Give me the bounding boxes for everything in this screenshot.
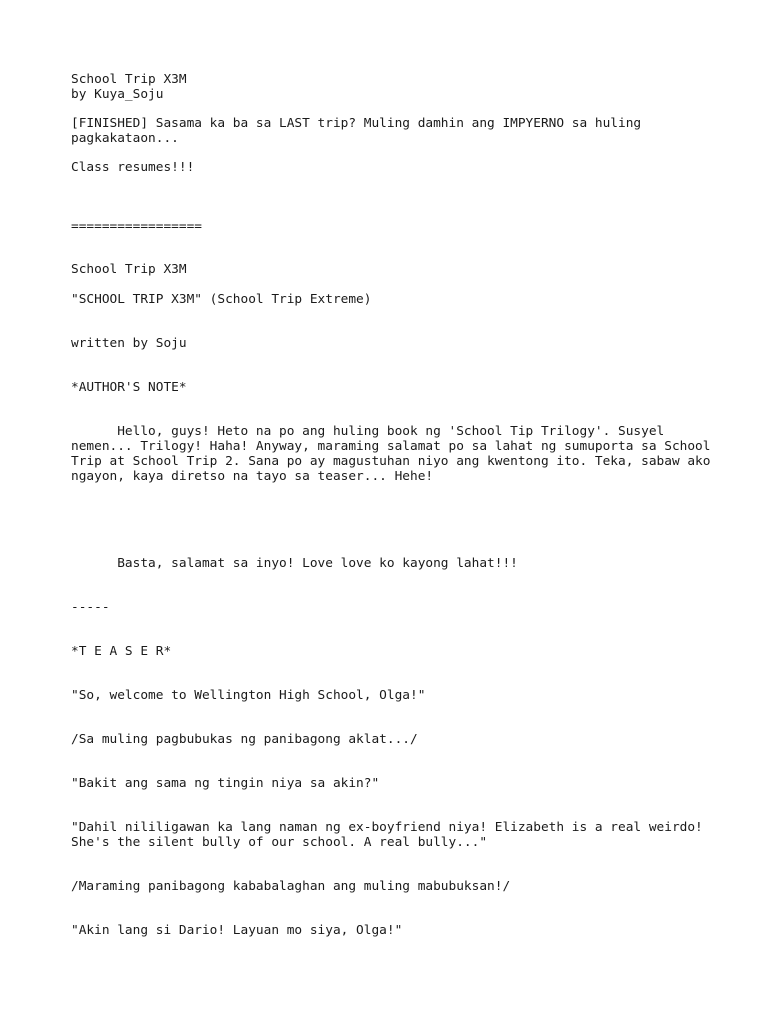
note-line: ngayon, kaya diretso na tayo sa teaser... Hehe! (71, 469, 434, 484)
summary-line-1: [FINISHED] Sasama ka ba sa LAST trip? Muling damhin ang IMPYERNO sa huling (71, 116, 642, 131)
dash-divider: ----- (71, 600, 110, 615)
thanks-line: Basta, salamat sa inyo! Love love ko kayong lahat!!! (71, 556, 518, 571)
teaser-line: /Sa muling pagbubukas ng panibagong aklat.../ (71, 732, 418, 747)
full-title: "SCHOOL TRIP X3M" (School Trip Extreme) (71, 292, 372, 307)
note-line: nemen... Trilogy! Haha! Anyway, maraming salamat po sa lahat ng sumuporta sa School (71, 439, 711, 454)
body-title: School Trip X3M (71, 262, 187, 277)
equals-divider: ================= (71, 219, 202, 234)
teaser-line: "Akin lang si Dario! Layuan mo siya, Olga!" (71, 923, 403, 938)
note-line: Trip at School Trip 2. Sana po ay magustuhan niyo ang kwentong ito. Teka, sabaw ako (71, 454, 711, 469)
teaser-line: "Dahil nililigawan ka lang naman ng ex-boyfriend niya! Elizabeth is a real weirdo! (71, 820, 703, 835)
note-line: Hello, guys! Heto na po ang huling book ng 'School Tip Trilogy'. Susyel (71, 424, 665, 439)
teaser-line: She's the silent bully of our school. A real bully..." (71, 835, 488, 850)
teaser-line: "So, welcome to Wellington High School, Olga!" (71, 688, 426, 703)
teaser-line: /Maraming panibagong kababalaghan ang muling mabubuksan!/ (71, 879, 511, 894)
authors-note-heading: *AUTHOR'S NOTE* (71, 380, 187, 395)
class-resumes-text: Class resumes!!! (71, 160, 195, 175)
summary-line-2: pagkakataon... (71, 131, 179, 146)
author-byline: by Kuya_Soju (71, 87, 164, 102)
story-title: School Trip X3M (71, 72, 187, 87)
teaser-line: "Bakit ang sama ng tingin niya sa akin?" (71, 776, 380, 791)
written-by: written by Soju (71, 336, 187, 351)
teaser-heading: *T E A S E R* (71, 644, 172, 659)
